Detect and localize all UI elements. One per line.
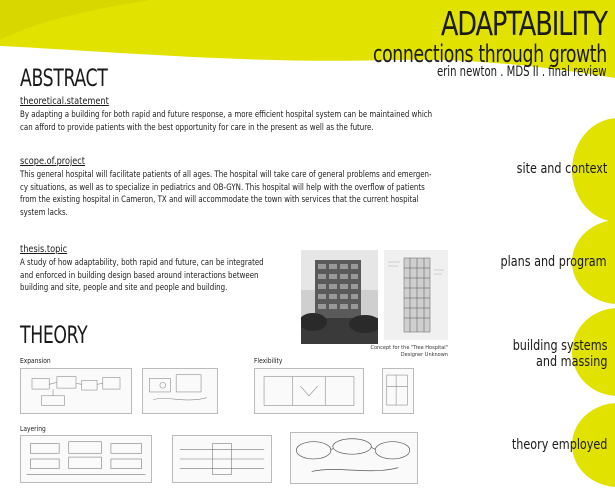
flexibility-sketch-1 xyxy=(254,368,364,414)
layering-label: Layering xyxy=(20,425,46,433)
expansion-label: Expansion xyxy=(20,357,51,365)
layering-sketch-3 xyxy=(290,432,418,484)
tree-hospital-photo xyxy=(301,250,378,344)
thesis-topic-text xyxy=(20,257,296,295)
section-drawing xyxy=(384,250,448,340)
text-line: can afford to provide patients with the best opportunity for care in the present as well as the future. xyxy=(20,122,374,133)
nav-theory-employed[interactable]: theory employed xyxy=(511,437,607,453)
scope-of-project-text xyxy=(20,169,465,219)
text-line: system lacks. xyxy=(20,207,68,218)
flexibility-sketch-2 xyxy=(382,368,414,414)
nav-line: building systems xyxy=(512,338,607,354)
scope-of-project-heading: scope.of.project xyxy=(20,156,86,167)
text-line: and enforced in building design based around interactions between xyxy=(20,270,259,281)
thesis-topic-heading: thesis.topic xyxy=(20,244,68,255)
text-line: from the existing hospital in Cameron, TX and will accommodate the town with services that the current hospital xyxy=(20,195,419,206)
theoretical-statement-heading: theoretical.statement xyxy=(20,96,109,107)
layering-sketch-1 xyxy=(20,435,152,483)
nav-site-and-context[interactable]: site and context xyxy=(516,161,607,177)
expansion-sketch-1 xyxy=(20,368,132,414)
caption-line: Designer Unknown xyxy=(400,352,448,358)
figure-caption xyxy=(360,345,448,359)
nav-line: and massing xyxy=(535,354,607,370)
page-subtitle: connections through growth xyxy=(373,40,607,68)
layering-sketch-2 xyxy=(172,435,272,483)
text-line: building and site, people and site and people and building. xyxy=(20,283,228,294)
abstract-heading: ABSTRACT xyxy=(20,64,108,92)
expansion-sketch-2 xyxy=(142,368,218,414)
text-line: This general hospital will facilitate patients of all ages. The hospital will take care of general problems and emergen- xyxy=(20,170,432,180)
nav-building-systems[interactable] xyxy=(512,338,607,370)
nav-plans-and-program[interactable]: plans and program xyxy=(500,254,607,270)
text-line: By adapting a building for both rapid and future response, a more efficient hospital system can be maintained which xyxy=(20,110,433,120)
theory-heading: THEORY xyxy=(20,321,88,349)
author-byline: erin newton . MDS II . final review xyxy=(437,64,607,80)
flexibility-label: Flexibility xyxy=(254,357,283,365)
text-line: cy situations, as well as to specialize in pediatrics and OB-GYN. This hospital will help with the overflow of patients xyxy=(20,182,425,193)
text-line: A study of how adaptability, both rapid and future, can be integrated xyxy=(20,258,264,268)
theoretical-statement-text xyxy=(20,109,465,134)
page-title: ADAPTABILITY xyxy=(440,4,607,43)
caption-line: Concept for the "Tree Hospital" xyxy=(370,345,448,351)
